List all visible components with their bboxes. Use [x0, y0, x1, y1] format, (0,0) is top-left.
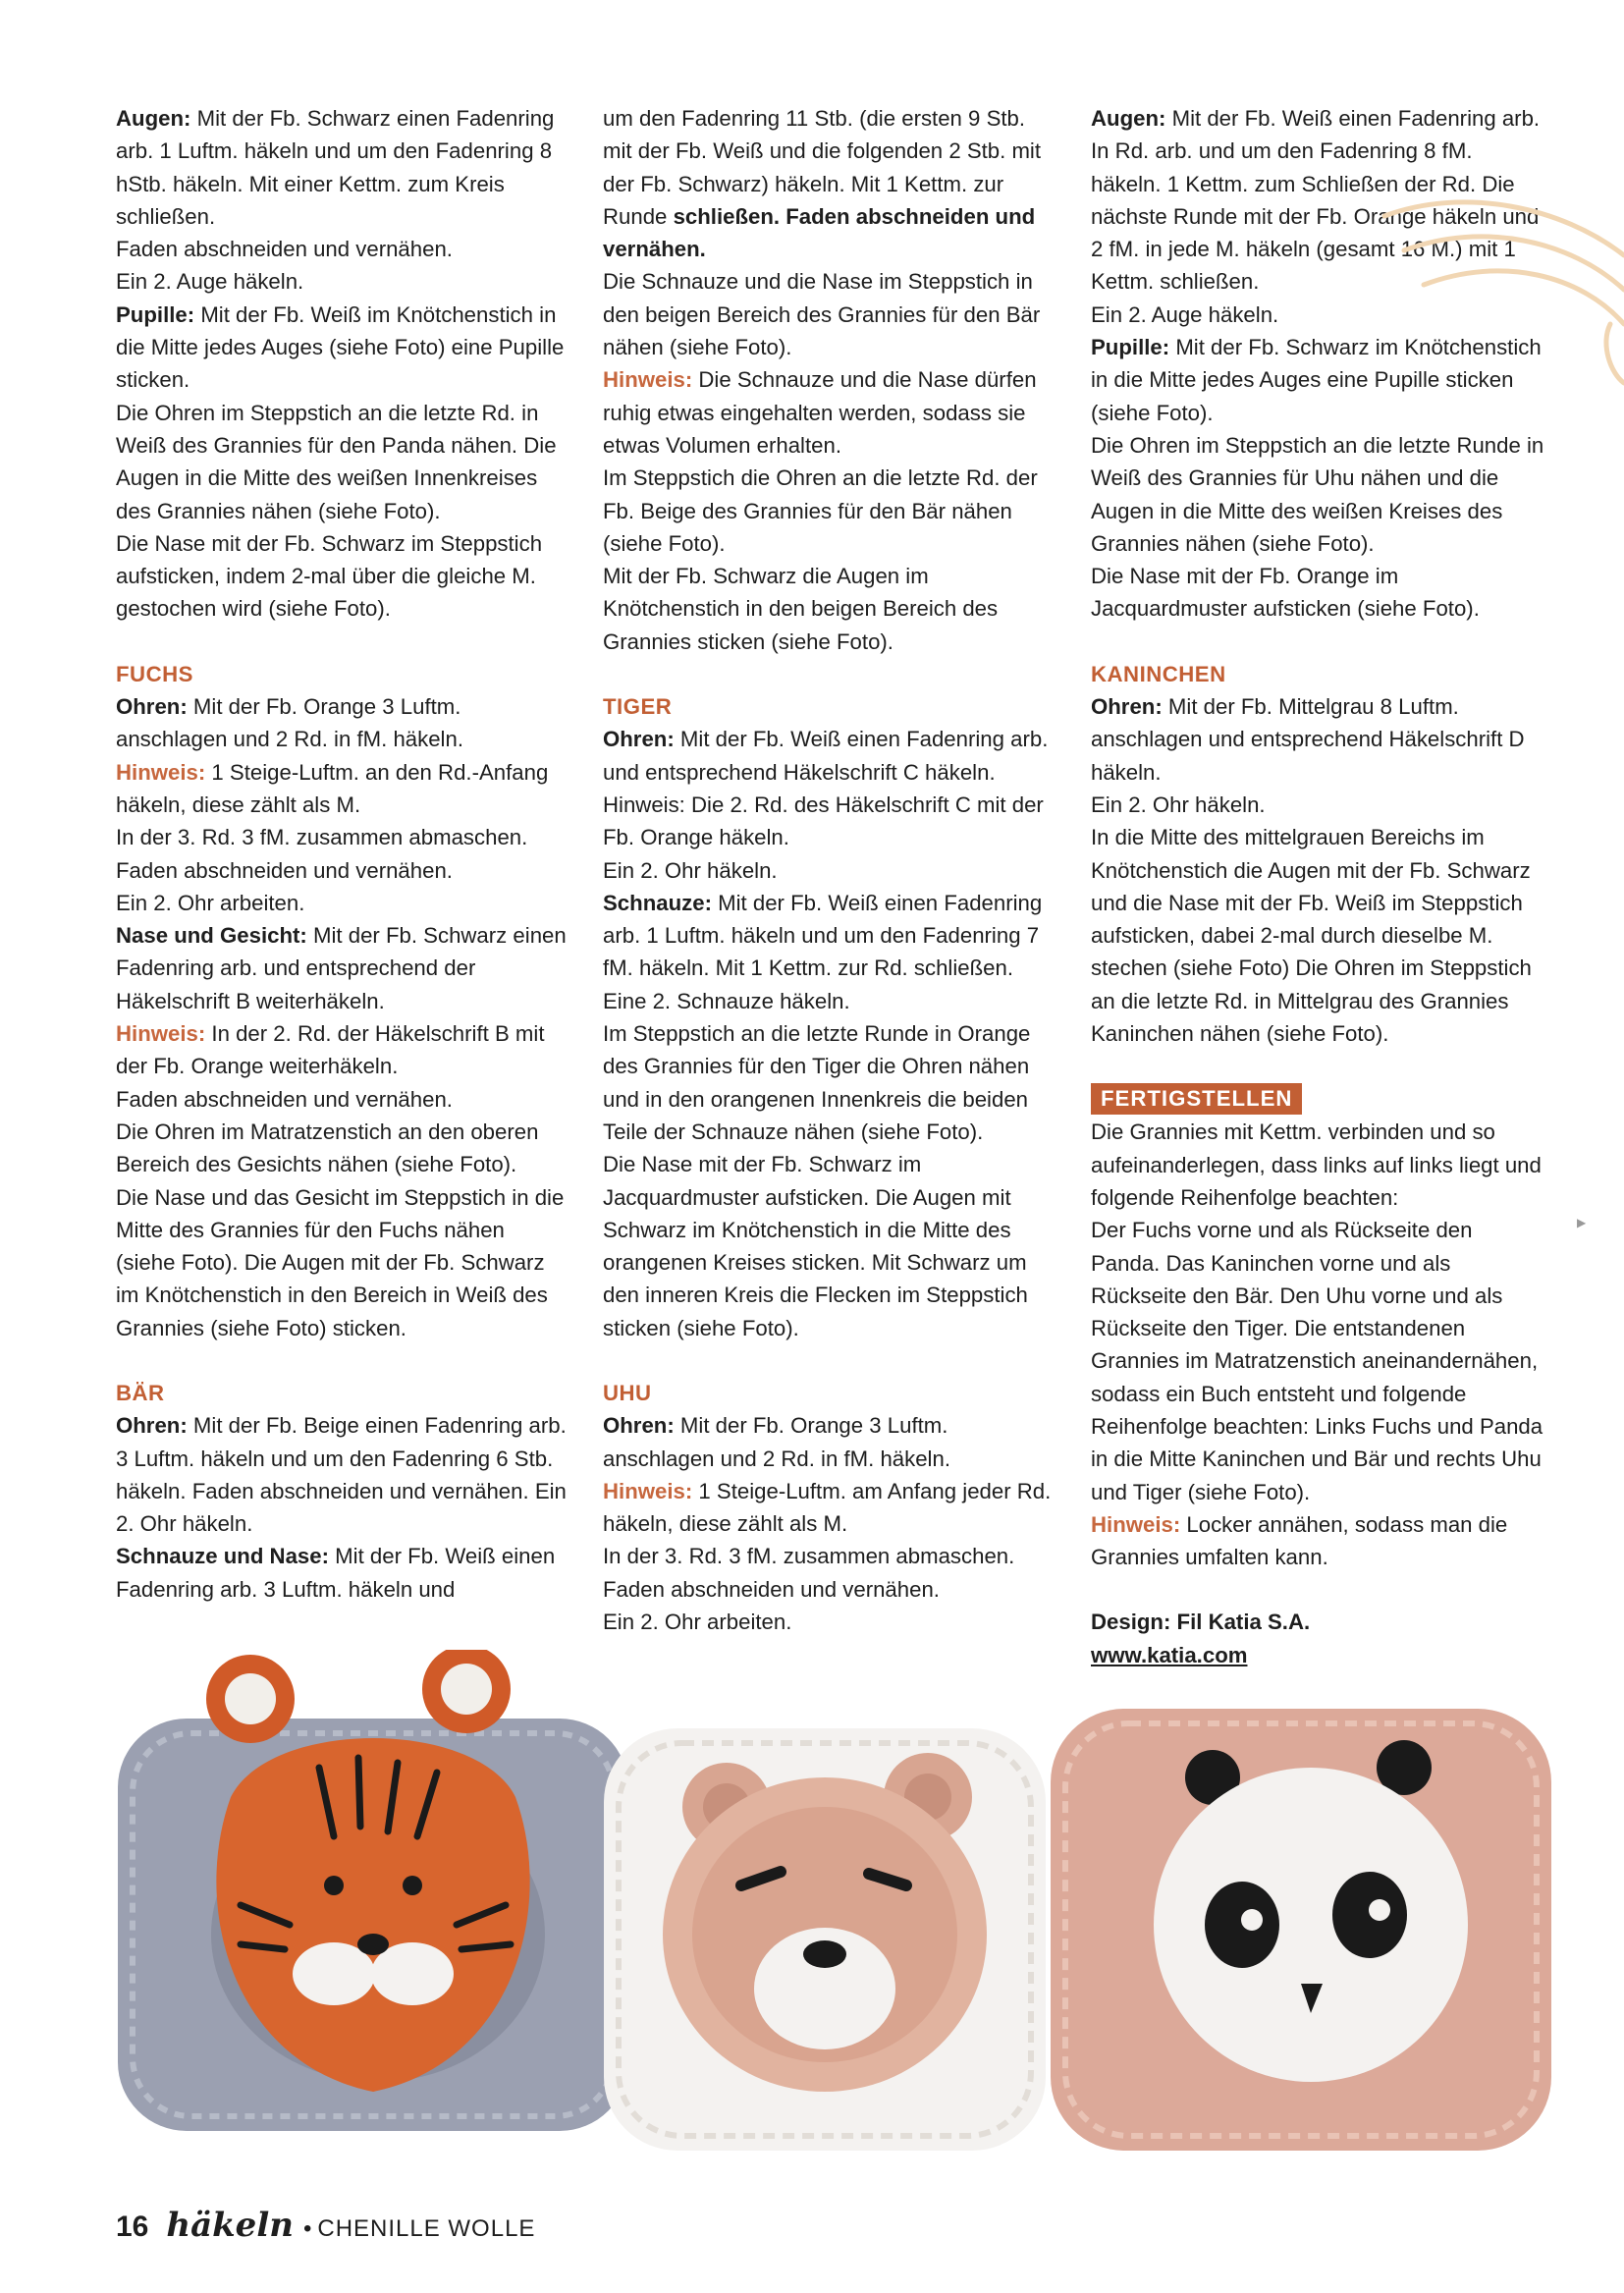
paragraph — [603, 363, 1056, 462]
page-footer — [116, 2206, 535, 2249]
paragraph — [1091, 1508, 1544, 1574]
text: Mit der Fb. Mittelgrau 8 Luftm. anschlagen und entsprechend Häkelschrift D häkeln. — [1091, 694, 1525, 785]
design-text: Design: Fil Katia S.A. — [1091, 1610, 1311, 1635]
paragraph — [116, 102, 569, 233]
hint-label: Hinweis: — [116, 1021, 206, 1047]
text: Locker annähen, sodass man die Grannies umfalten kann. — [1091, 1511, 1508, 1570]
text: Mit der Fb. Weiß einen Fadenring arb. 1 Luftm. häkeln und um den Fadenring 7 fM. häkeln. Mit 1 Kettm. zur Rd. schließen. — [603, 890, 1043, 981]
section-heading-kaninchen: KANINCHEN — [1091, 661, 1226, 686]
text: Faden abschneiden und vernähen. — [116, 237, 453, 262]
text: Die Ohren im Steppstich an die letzte Rd. in Weiß des Grannies für den Panda nähen. Die Augen in die Mitte des weißen Innenkreises des Grannies nähen (siehe Foto). — [116, 400, 557, 523]
cursor-icon: ▶ — [1577, 1216, 1587, 1229]
text: um den Fadenring 11 Stb. (die ersten 9 Stb. mit der Fb. Weiß und die folgenden 2 Stb. mit der Fb. Schwarz) häkeln. Mit 1 Kettm. zur Runde — [603, 106, 1042, 229]
paragraph — [116, 1017, 569, 1083]
text: Die Nase mit der Fb. Orange im Jacquardmuster aufsticken (siehe Foto). — [1091, 564, 1480, 622]
column-middle — [603, 102, 1056, 1638]
section-heading-baer: BÄR — [116, 1380, 165, 1405]
text: Ein 2. Ohr häkeln. — [603, 857, 778, 883]
text: In der 2. Rd. der Häkelschrift B mit der Fb. Orange weiterhäkeln. — [116, 1021, 545, 1079]
text: Die Nase und das Gesicht im Steppstich in die Mitte des Grannies für den Fuchs nähen (siehe Foto). Die Augen mit der Fb. Schwarz im Knötchenstich in den Bereich in Weiß des Grannies (siehe Foto) sticken. — [116, 1184, 565, 1340]
text: Der Fuchs vorne und als Rückseite den Panda. Das Kaninchen vorne und als Rückseite den Bär. Den Uhu vorne und als Rückseite den Tiger. Die entstandenen Grannies im Matratzenstich aneinandernähen, sodass ein Buch entsteht und folgende Reihenfolge beachten: Links Fuchs und Panda in die Mitte Kaninchen und Bär und rechts Uhu und Tiger (siehe Foto). — [1091, 1218, 1543, 1504]
hint-label: Hinweis: — [1091, 1511, 1181, 1537]
paragraph — [116, 690, 569, 756]
paragraph — [116, 299, 569, 397]
text: Ein 2. Auge häkeln. — [116, 269, 304, 295]
text: Die Ohren im Matratzenstich an den oberen Bereich des Gesichts nähen (siehe Foto). — [116, 1119, 539, 1177]
footer-separator: • — [302, 2215, 312, 2242]
section-heading-uhu: UHU — [603, 1380, 652, 1405]
section-heading-fuchs: FUCHS — [116, 661, 193, 686]
text: Mit der Fb. Schwarz im Knötchenstich in die Mitte jedes Auges eine Pupille sticken (siehe Foto). — [1091, 335, 1542, 425]
paragraph — [116, 1409, 569, 1540]
text: Hinweis: Die 2. Rd. des Häkelschrift C mit der Fb. Orange häkeln. — [603, 792, 1044, 850]
label: Ohren: — [116, 694, 188, 720]
label: Ohren: — [1091, 694, 1163, 720]
paragraph — [603, 1475, 1056, 1541]
section-heading-tiger: TIGER — [603, 694, 673, 720]
text: In der 3. Rd. 3 fM. zusammen abmaschen. — [116, 825, 528, 850]
tiger-granny — [118, 1650, 628, 2131]
decorative-swirl-lines — [1365, 177, 1624, 393]
label: Augen: — [1091, 106, 1166, 131]
text: Mit der Fb. Weiß einen Fadenring arb. In Rd. arb. und um den Fadenring 8 fM. häkeln. 1 Kettm. zum Schließen der Rd. Die nächste Runde mit der Fb. Orange häkeln und 2 fM. in jede M. häkeln (gesamt 16 M.) mit 1 Kettm. schließen. — [1091, 106, 1541, 295]
paragraph — [116, 919, 569, 1017]
text: Ein 2. Ohr häkeln. — [1091, 792, 1266, 817]
label: Augen: — [116, 106, 191, 131]
text: Mit der Fb. Schwarz einen Fadenring arb. und entsprechend der Häkelschrift B weiterhäkeln. — [116, 923, 567, 1013]
panda-granny — [1051, 1709, 1551, 2151]
text: Mit der Fb. Weiß einen Fadenring arb. 3 Luftm. häkeln und — [116, 1544, 556, 1602]
text: Die Schnauze und die Nase im Steppstich in den beigen Bereich des Grannies für den Bär nähen (siehe Foto). — [603, 269, 1041, 360]
text: Die Nase mit der Fb. Schwarz im Steppstich aufsticken, indem 2-mal über die gleiche M. gestochen wird (siehe Foto). — [116, 530, 543, 622]
text: In die Mitte des mittelgrauen Bereichs im Knötchenstich die Augen mit der Fb. Schwarz und die Nase mit der Fb. Weiß im Steppstich aufsticken, dabei 2-mal durch dieselbe M. stechen (siehe Foto) Die Ohren im Steppstich an die letzte Rd. in Mittelgrau des Grannies Kaninchen nähen (siehe Foto). — [1091, 825, 1532, 1047]
label: Schnauze: — [603, 890, 712, 915]
text: Faden abschneiden und vernähen. — [116, 1086, 453, 1112]
label: Ohren: — [603, 1413, 675, 1439]
hint-label: Hinweis: — [603, 1478, 693, 1503]
granny-squares-photo — [93, 1650, 1566, 2200]
text: Die Nase mit der Fb. Schwarz im Jacquardmuster aufsticken. Die Augen mit Schwarz im Knötchenstich in die Mitte des orangenen Kreises sticken. Mit Schwarz um den inneren Kreis die Flecken im Steppstich sticken (siehe Foto). — [603, 1152, 1028, 1340]
hint-label: Hinweis: — [116, 759, 206, 785]
column-left — [116, 102, 569, 1606]
text: Mit der Fb. Orange 3 Luftm. anschlagen und 2 Rd. in fM. häkeln. — [603, 1413, 950, 1471]
text: Im Steppstich die Ohren an die letzte Rd. der Fb. Beige des Grannies für den Bär nähen (siehe Foto). — [603, 465, 1038, 556]
text: Die Ohren im Steppstich an die letzte Runde in Weiß des Grannies für Uhu nähen und die Augen in die Mitte des weißen Kreises des Grannies nähen (siehe Foto). — [1091, 432, 1544, 556]
text: Mit der Fb. Weiß im Knötchenstich in die Mitte jedes Auges (siehe Foto) eine Pupille sticken. — [116, 301, 565, 393]
text: Mit der Fb. Beige einen Fadenring arb. 3 Luftm. häkeln und um den Fadenring 6 Stb. häkeln. Faden abschneiden und vernähen. Ein 2. Ohr häkeln. — [116, 1413, 567, 1537]
paragraph — [603, 723, 1056, 789]
magazine-brand: häkeln — [166, 2206, 294, 2245]
website-link[interactable]: www.katia.com — [1091, 1642, 1248, 1667]
text: Ein 2. Ohr arbeiten. — [603, 1610, 792, 1635]
label: Pupille: — [116, 301, 195, 327]
page-number: 16 — [116, 2211, 149, 2243]
text: Ein 2. Auge häkeln. — [1091, 301, 1279, 327]
paragraph — [603, 887, 1056, 985]
label: Ohren: — [116, 1413, 188, 1439]
text: 1 Steige-Luftm. am Anfang jeder Rd. häkeln, diese zählt als M. — [603, 1478, 1052, 1537]
text: Ein 2. Ohr arbeiten. — [116, 890, 305, 915]
footer-subtitle: CHENILLE WOLLE — [317, 2215, 536, 2242]
text: Die Grannies mit Kettm. verbinden und so aufeinanderlegen, dass links auf links liegt und folgende Reihenfolge beachten: — [1091, 1119, 1542, 1210]
text: Mit der Fb. Weiß einen Fadenring arb. und entsprechend Häkelschrift C häkeln. — [603, 727, 1049, 785]
text: Faden abschneiden und vernähen. — [116, 857, 453, 883]
paragraph — [116, 756, 569, 822]
banner-wrap — [1091, 1082, 1544, 1116]
text: Mit der Fb. Schwarz die Augen im Knötchenstich in den beigen Bereich des Grannies sticken (siehe Foto). — [603, 564, 999, 654]
text: Im Steppstich an die letzte Runde in Orange des Grannies für den Tiger die Ohren nähen und in den orangenen Innenkreis die beiden Teile der Schnauze nähen (siehe Foto). — [603, 1021, 1031, 1144]
text: Mit der Fb. Schwarz einen Fadenring arb. 1 Luftm. häkeln und um den Fadenring 8 hStb. häkeln. Mit einer Kettm. zum Kreis schließen. — [116, 106, 555, 229]
paragraph — [1091, 690, 1544, 789]
label: Pupille: — [1091, 335, 1170, 360]
paragraph — [603, 102, 1056, 265]
text: Mit der Fb. Orange 3 Luftm. anschlagen und 2 Rd. in fM. häkeln. — [116, 694, 463, 752]
label: Nase und Gesicht: — [116, 923, 307, 949]
hint-label: Hinweis: — [603, 367, 693, 393]
text: 1 Steige-Luftm. an den Rd.-Anfang häkeln, diese zählt als M. — [116, 759, 549, 817]
label: Ohren: — [603, 727, 675, 752]
section-banner-fertigstellen: FERTIGSTELLEN — [1091, 1083, 1302, 1115]
design-credit — [1091, 1606, 1544, 1638]
bear-granny — [604, 1728, 1046, 2151]
text: Eine 2. Schnauze häkeln. — [603, 988, 850, 1013]
text: Faden abschneiden und vernähen. — [603, 1576, 940, 1602]
bold-text: schließen. Faden abschneiden und vernähen. — [603, 203, 1036, 262]
text: Die Schnauze und die Nase dürfen ruhig etwas eingehalten werden, sodass sie etwas Volumen erhalten. — [603, 367, 1037, 458]
label: Schnauze und Nase: — [116, 1544, 329, 1569]
paragraph — [603, 1409, 1056, 1475]
paragraph — [116, 1540, 569, 1606]
text: In der 3. Rd. 3 fM. zusammen abmaschen. — [603, 1544, 1015, 1569]
